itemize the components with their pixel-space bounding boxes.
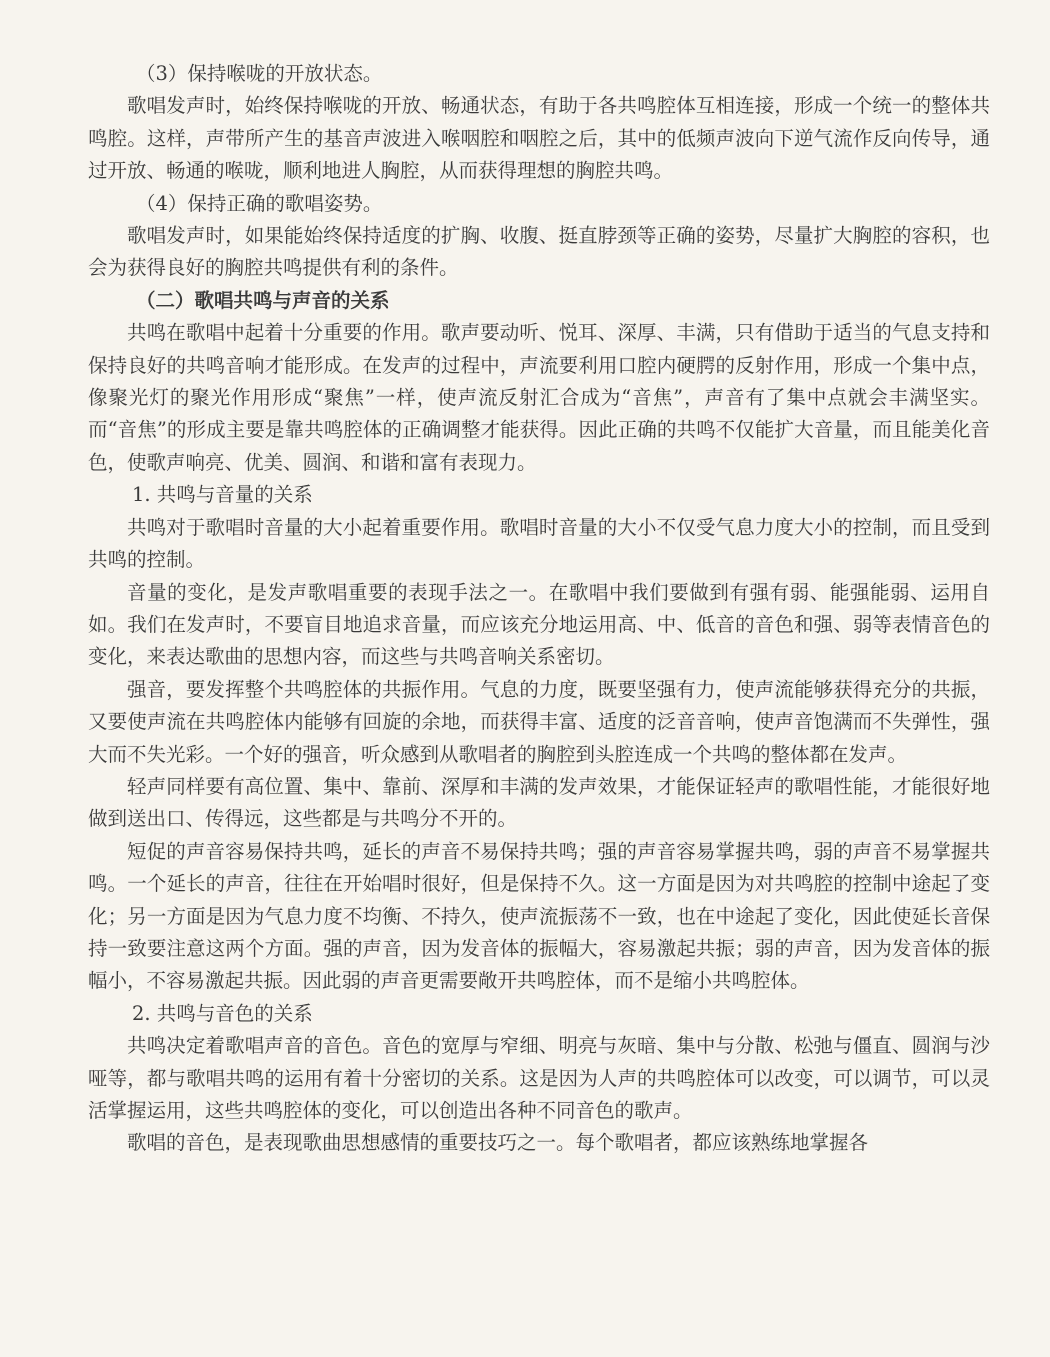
subheading-keep-throat-open: （3）保持喉咙的开放状态。 <box>136 62 383 85</box>
subheading-resonance-timbre: 2. 共鸣与音色的关系 <box>132 1001 313 1025</box>
paragraph-volume-change: 音量的变化，是发声歌唱重要的表现手法之一。在歌唱中我们要做到有强有弱、能强能弱、运用自如。我们在发声时，不要盲目地追求音量，而应该充分地运用高、中、低音的音色和强、弱等表情音色的变化，来表达歌曲的思想内容，而这些与共鸣音响关系密切。 <box>88 580 990 669</box>
section-heading-resonance-and-sound: （二）歌唱共鸣与声音的关系 <box>136 288 390 312</box>
paragraph-posture: 歌唱发声时，如果能始终保持适度的扩胸、收腹、挺直脖颈等正确的姿势，尽量扩大胸腔的容积，也会为获得良好的胸腔共鸣提供有利的条件。 <box>88 224 990 280</box>
paragraph-resonance-importance: 共鸣在歌唱中起着十分重要的作用。歌声要动听、悦耳、深厚、丰满，只有借助于适当的气息支持和保持良好的共鸣音响才能形成。在发声的过程中，声流要利用口腔内硬腭的反射作用，形成一个集中点，像聚光灯的聚光作用形成“聚焦”一样，使声流反射汇合成为“音焦”，声音有了集中点就会丰满坚实。而“音焦”的形成主要是靠共鸣腔体的正确调整才能获得。因此正确的共鸣不仅能扩大音量，而且能美化音色，使歌声响亮、优美、圆润、和谐和富有表现力。 <box>88 321 990 474</box>
paragraph-strong-tone: 强音，要发挥整个共鸣腔体的共振作用。气息的力度，既要坚强有力，使声流能够获得充分的共振，又要使声流在共鸣腔体内能够有回旋的余地，而获得丰富、适度的泛音音响，使声音饱满而不失弹性，强大而不失光彩。一个好的强音，听众感到从歌唱者的胸腔到头腔连成一个共鸣的整体都在发声。 <box>88 677 990 766</box>
paragraph-short-long-tones: 短促的声音容易保持共鸣，延长的声音不易保持共鸣；强的声音容易掌握共鸣，弱的声音不易掌握共鸣。一个延长的声音，往往在开始唱时很好，但是保持不久。这一方面是因为对共鸣腔的控制中途起了变化；另一方面是因为气息力度不均衡、不持久，使声流振荡不一致，也在中途起了变化，因此使延长音保持一致要注意这两个方面。强的声音，因为发音体的振幅大，容易激起共振；弱的声音，因为发音体的振幅小，不容易激起共振。因此弱的声音更需要敞开共鸣腔体，而不是缩小共鸣腔体。 <box>88 839 990 993</box>
subheading-singing-posture: （4）保持正确的歌唱姿势。 <box>136 191 383 215</box>
subheading-resonance-volume: 1. 共鸣与音量的关系 <box>132 483 313 507</box>
paragraph-timbre-technique: 歌唱的音色，是表现歌曲思想感情的重要技巧之一。每个歌唱者，都应该熟练地掌握各 <box>127 1131 869 1155</box>
paragraph-soft-tone: 轻声同样要有高位置、集中、靠前、深厚和丰满的发声效果，才能保证轻声的歌唱性能，才能很好地做到送出口、传得远，这些都是与共鸣分不开的。 <box>88 774 990 831</box>
paragraph-throat-open: 歌唱发声时，始终保持喉咙的开放、畅通状态，有助于各共鸣腔体互相连接，形成一个统一的整体共鸣腔。这样，声带所产生的基音声波进入喉咽腔和咽腔之后，其中的低频声波向下逆气流作反向传导，通过开放、畅通的喉咙，顺利地进人胸腔，从而获得理想的胸腔共鸣。 <box>88 94 990 183</box>
paragraph-volume-control: 共鸣对于歌唱时音量的大小起着重要作用。歌唱时音量的大小不仅受气息力度大小的控制，而且受到共鸣的控制。 <box>88 515 990 572</box>
paragraph-timbre: 共鸣决定着歌唱声音的音色。音色的宽厚与窄细、明亮与灰暗、集中与分散、松弛与僵直、圆润与沙哑等，都与歌唱共鸣的运用有着十分密切的关系。这是因为人声的共鸣腔体可以改变，可以调节，可以灵活掌握运用，这些共鸣腔体的变化，可以创造出各种不同音色的歌声。 <box>88 1034 990 1122</box>
